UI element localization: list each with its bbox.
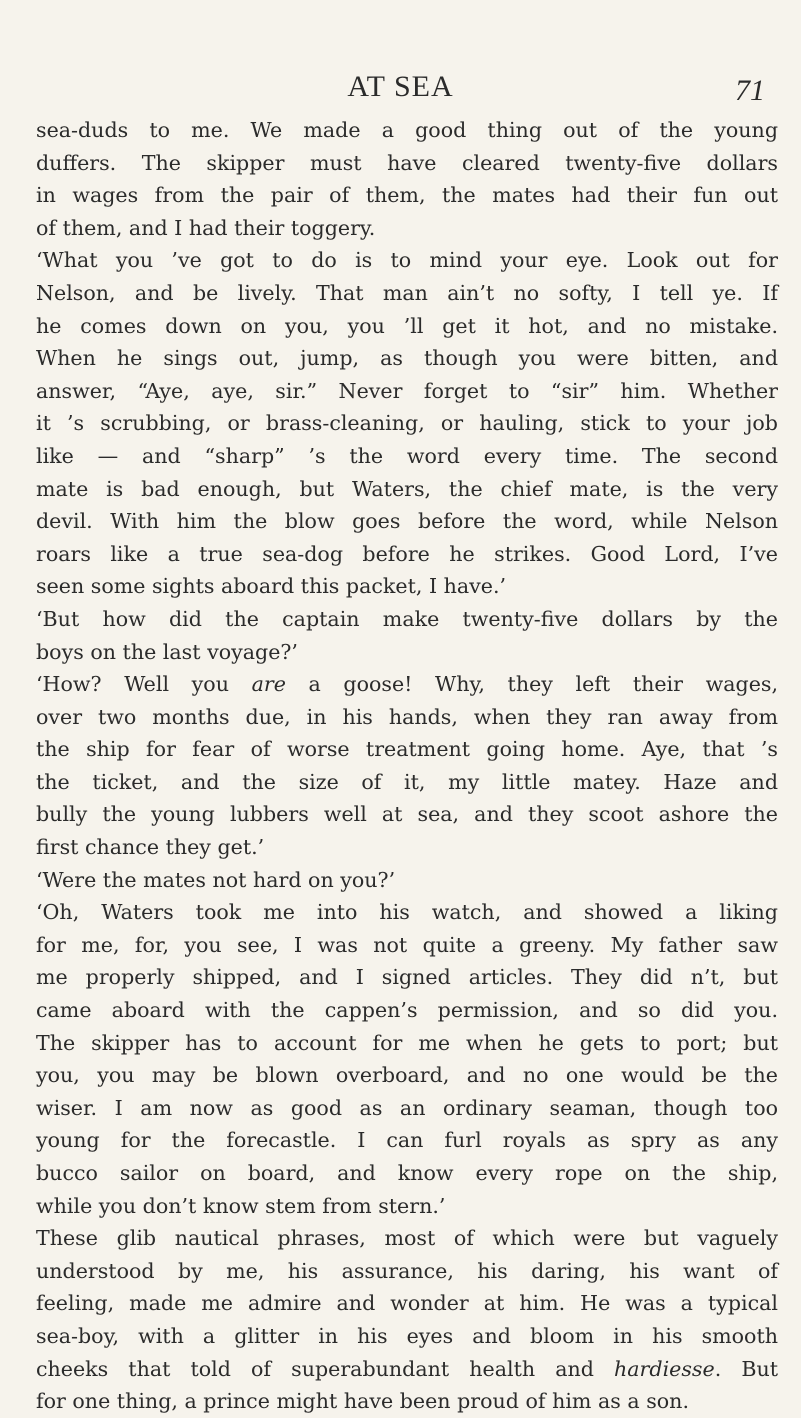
text-line: devil. With him the blow goes before the word, while Nelson xyxy=(36,509,778,534)
text-line: ‘Oh, Waters took me into his watch, and showed a liking xyxy=(36,900,778,925)
italic-word: hardiesse xyxy=(614,1356,715,1381)
text-line: ‘Were the mates not hard on you?’ xyxy=(36,867,396,892)
text-line: me properly shipped, and I signed articles. They did n’t, but xyxy=(36,965,778,990)
text-line: sea-duds to me. We made a good thing out of the young xyxy=(36,118,778,142)
text-line: of them, and I had their toggery. xyxy=(36,215,376,240)
text-line: When he sings out, jump, as though you were bitten, and xyxy=(36,346,778,371)
text-line: ‘But how did the captain make twenty-five dollars by the xyxy=(36,606,778,631)
italic-word: are xyxy=(251,672,286,697)
text-line: boys on the last voyage?’ xyxy=(36,639,298,664)
text-line: ‘What you ’ve got to do is to mind your eye. Look out for xyxy=(36,248,778,273)
text-line: understood by me, his assurance, his daring, his want of xyxy=(36,1258,778,1283)
text-line: he comes down on you, you ’ll get it hot, and no mistake. xyxy=(36,313,778,338)
text-line: while you don’t know stem from stern.’ xyxy=(36,1193,446,1218)
text-line: duffers. The skipper must have cleared twenty-five dollars xyxy=(36,150,778,175)
text-line: bully the young lubbers well at sea, and they scoot ashore the xyxy=(36,802,778,827)
text-line: for one thing, a prince might have been proud of him as a son. xyxy=(36,1389,689,1414)
text-line: sea-boy, with a glitter in his eyes and bloom in his smooth xyxy=(36,1323,778,1348)
text-line: feeling, made me admire and wonder at him. He was a typical xyxy=(36,1291,778,1316)
text-line: you, you may be blown overboard, and no one would be the xyxy=(36,1063,778,1088)
text-line: it ’s scrubbing, or brass-cleaning, or hauling, stick to your job xyxy=(36,411,778,436)
text-line: young for the forecastle. I can furl royals as spry as any xyxy=(36,1128,778,1153)
text-line: came aboard with the cappen’s permission, and so did you. xyxy=(36,998,778,1023)
text-line: over two months due, in his hands, when they ran away from xyxy=(36,704,778,729)
text-line: first chance they get.’ xyxy=(36,835,265,860)
text-line: the ticket, and the size of it, my little matey. Haze and xyxy=(36,769,778,794)
body-text xyxy=(36,114,778,1418)
text-line: for me, for, you see, I was not quite a greeny. My father saw xyxy=(36,932,778,957)
text-line: like — and “sharp” ’s the word every time. The second xyxy=(36,443,778,468)
text-line: bucco sailor on board, and know every rope on the ship, xyxy=(36,1161,778,1185)
page-number: 71 xyxy=(735,74,765,107)
text-line: wiser. I am now as good as an ordinary seaman, though too xyxy=(36,1095,778,1120)
text-line-with-italic: cheeks that told of superabundant health and hardiesse. But xyxy=(36,1356,778,1381)
text-line: The skipper has to account for me when he gets to port; but xyxy=(36,1030,778,1055)
text-line: roars like a true sea-dog before he strikes. Good Lord, I’ve xyxy=(36,541,778,566)
text-line: Nelson, and be lively. That man ain’t no softy, I tell ye. If xyxy=(36,280,778,305)
text-line: seen some sights aboard this packet, I have.’ xyxy=(36,574,507,599)
text-line-with-italic: ‘How? Well you are a goose! Why, they left their wages, xyxy=(36,672,778,697)
running-title: AT SEA xyxy=(347,70,454,103)
text-line: the ship for fear of worse treatment going home. Aye, that ’s xyxy=(36,737,778,762)
text-line: answer, “Aye, aye, sir.” Never forget to “sir” him. Whether xyxy=(36,378,778,403)
text-line: These glib nautical phrases, most of which were but vaguely xyxy=(36,1226,778,1251)
text-line: in wages from the pair of them, the mates had their fun out xyxy=(36,183,778,208)
text-line: mate is bad enough, but Waters, the chief mate, is the very xyxy=(36,476,778,501)
